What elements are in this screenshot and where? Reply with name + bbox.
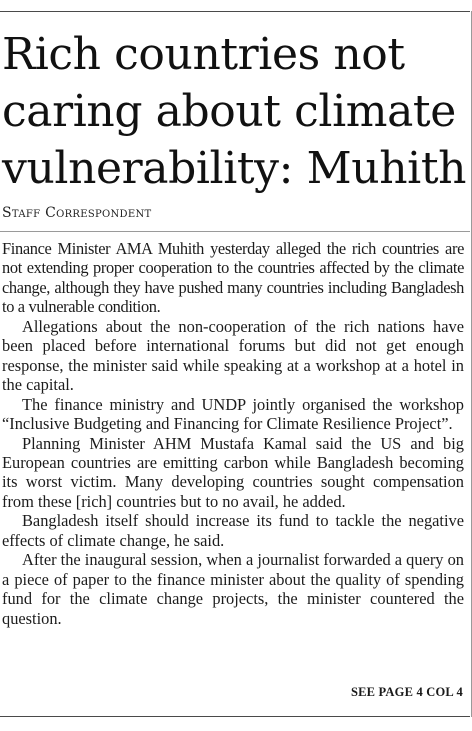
- bottom-rule: [0, 716, 470, 717]
- paragraph: After the inaugural session, when a journalist forwarded a query on a piece of paper to the finance minister about the quality of spending fund for the climate change projects, the minister countered the question.: [2, 550, 464, 628]
- top-rule: [0, 11, 470, 12]
- article-body: [2, 239, 464, 628]
- continuation-note: SEE PAGE 4 COL 4: [350, 685, 463, 699]
- paragraph: Allegations about the non-cooperation of the rich nations have been placed before international forums but did not get enough response, the minister said while speaking at a workshop at a hotel in the capital.: [2, 316, 464, 395]
- headline: Rich countries not caring about climate vulnerability: Muhith: [2, 29, 467, 194]
- byline-divider: [0, 231, 470, 232]
- byline: Staff Correspondent: [2, 205, 152, 221]
- paragraph: Planning Minister AHM Mustafa Kamal said the US and big European countries are emitting carbon while Bangladesh becoming its worst victim. Many developing countries sought compensation from these [rich] countries but to no avail, he added.: [2, 433, 464, 511]
- paragraph: The finance ministry and UNDP jointly organised the workshop “Inclusive Budgeting and Financing for Climate Resilience Project”.: [2, 394, 464, 434]
- paragraph: Bangladesh itself should increase its fund to tackle the negative effects of climate change, he said.: [2, 511, 464, 550]
- paragraph: Finance Minister AMA Muhith yesterday alleged the rich countries are not extending proper cooperation to the countries affected by the climate change, although they have pushed many countries including Bangladesh to a vulnerable condition.: [2, 239, 464, 317]
